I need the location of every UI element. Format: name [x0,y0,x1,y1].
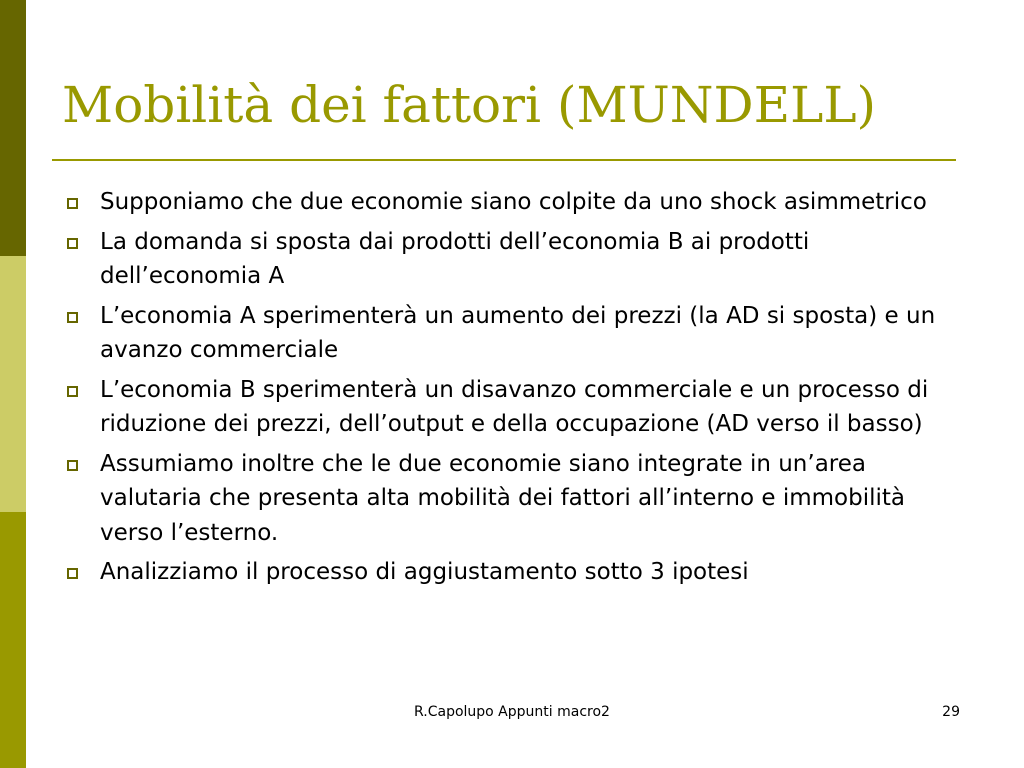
hollow-square-bullet-icon [67,238,78,249]
bullet-text: Supponiamo che due economie siano colpite da uno shock asimmetrico [100,189,927,215]
page-number: 29 [942,704,960,720]
hollow-square-bullet-icon [67,198,78,209]
bullet-text: L’economia B sperimenterà un disavanzo commerciale e un processo di riduzione dei prezzi, dell’output e della occupazione (AD verso il basso) [100,376,929,437]
title-divider [52,159,956,161]
bullet-item [62,225,967,294]
bullet-text: Analizziamo il processo di aggiustamento sotto 3 ipotesi [100,559,749,585]
footer-text: R.Capolupo Appunti macro2 [414,704,610,720]
slide-title: Mobilità dei fattori (MUNDELL) [62,76,877,134]
sidebar-band-bottom [0,512,26,768]
hollow-square-bullet-icon [67,386,78,397]
hollow-square-bullet-icon [67,312,78,323]
bullet-text: La domanda si sposta dai prodotti dell’economia B ai prodotti dell’economia A [100,228,810,289]
bullet-item [62,555,967,590]
bullet-text: Assumiamo inoltre che le due economie siano integrate in un’area valutaria che presenta alta mobilità dei fattori all’interno e immobilità verso l’esterno. [100,450,905,546]
sidebar-band-top [0,0,26,256]
bullet-item [62,299,967,368]
bullet-item [62,447,967,551]
hollow-square-bullet-icon [67,568,78,579]
bullet-item [62,185,967,220]
bullet-item [62,373,967,442]
hollow-square-bullet-icon [67,460,78,471]
sidebar-band-middle [0,256,26,512]
sidebar-decoration [0,0,26,768]
bullet-list [62,185,967,595]
bullet-text: L’economia A sperimenterà un aumento dei prezzi (la AD si sposta) e un avanzo commerciale [100,302,936,363]
